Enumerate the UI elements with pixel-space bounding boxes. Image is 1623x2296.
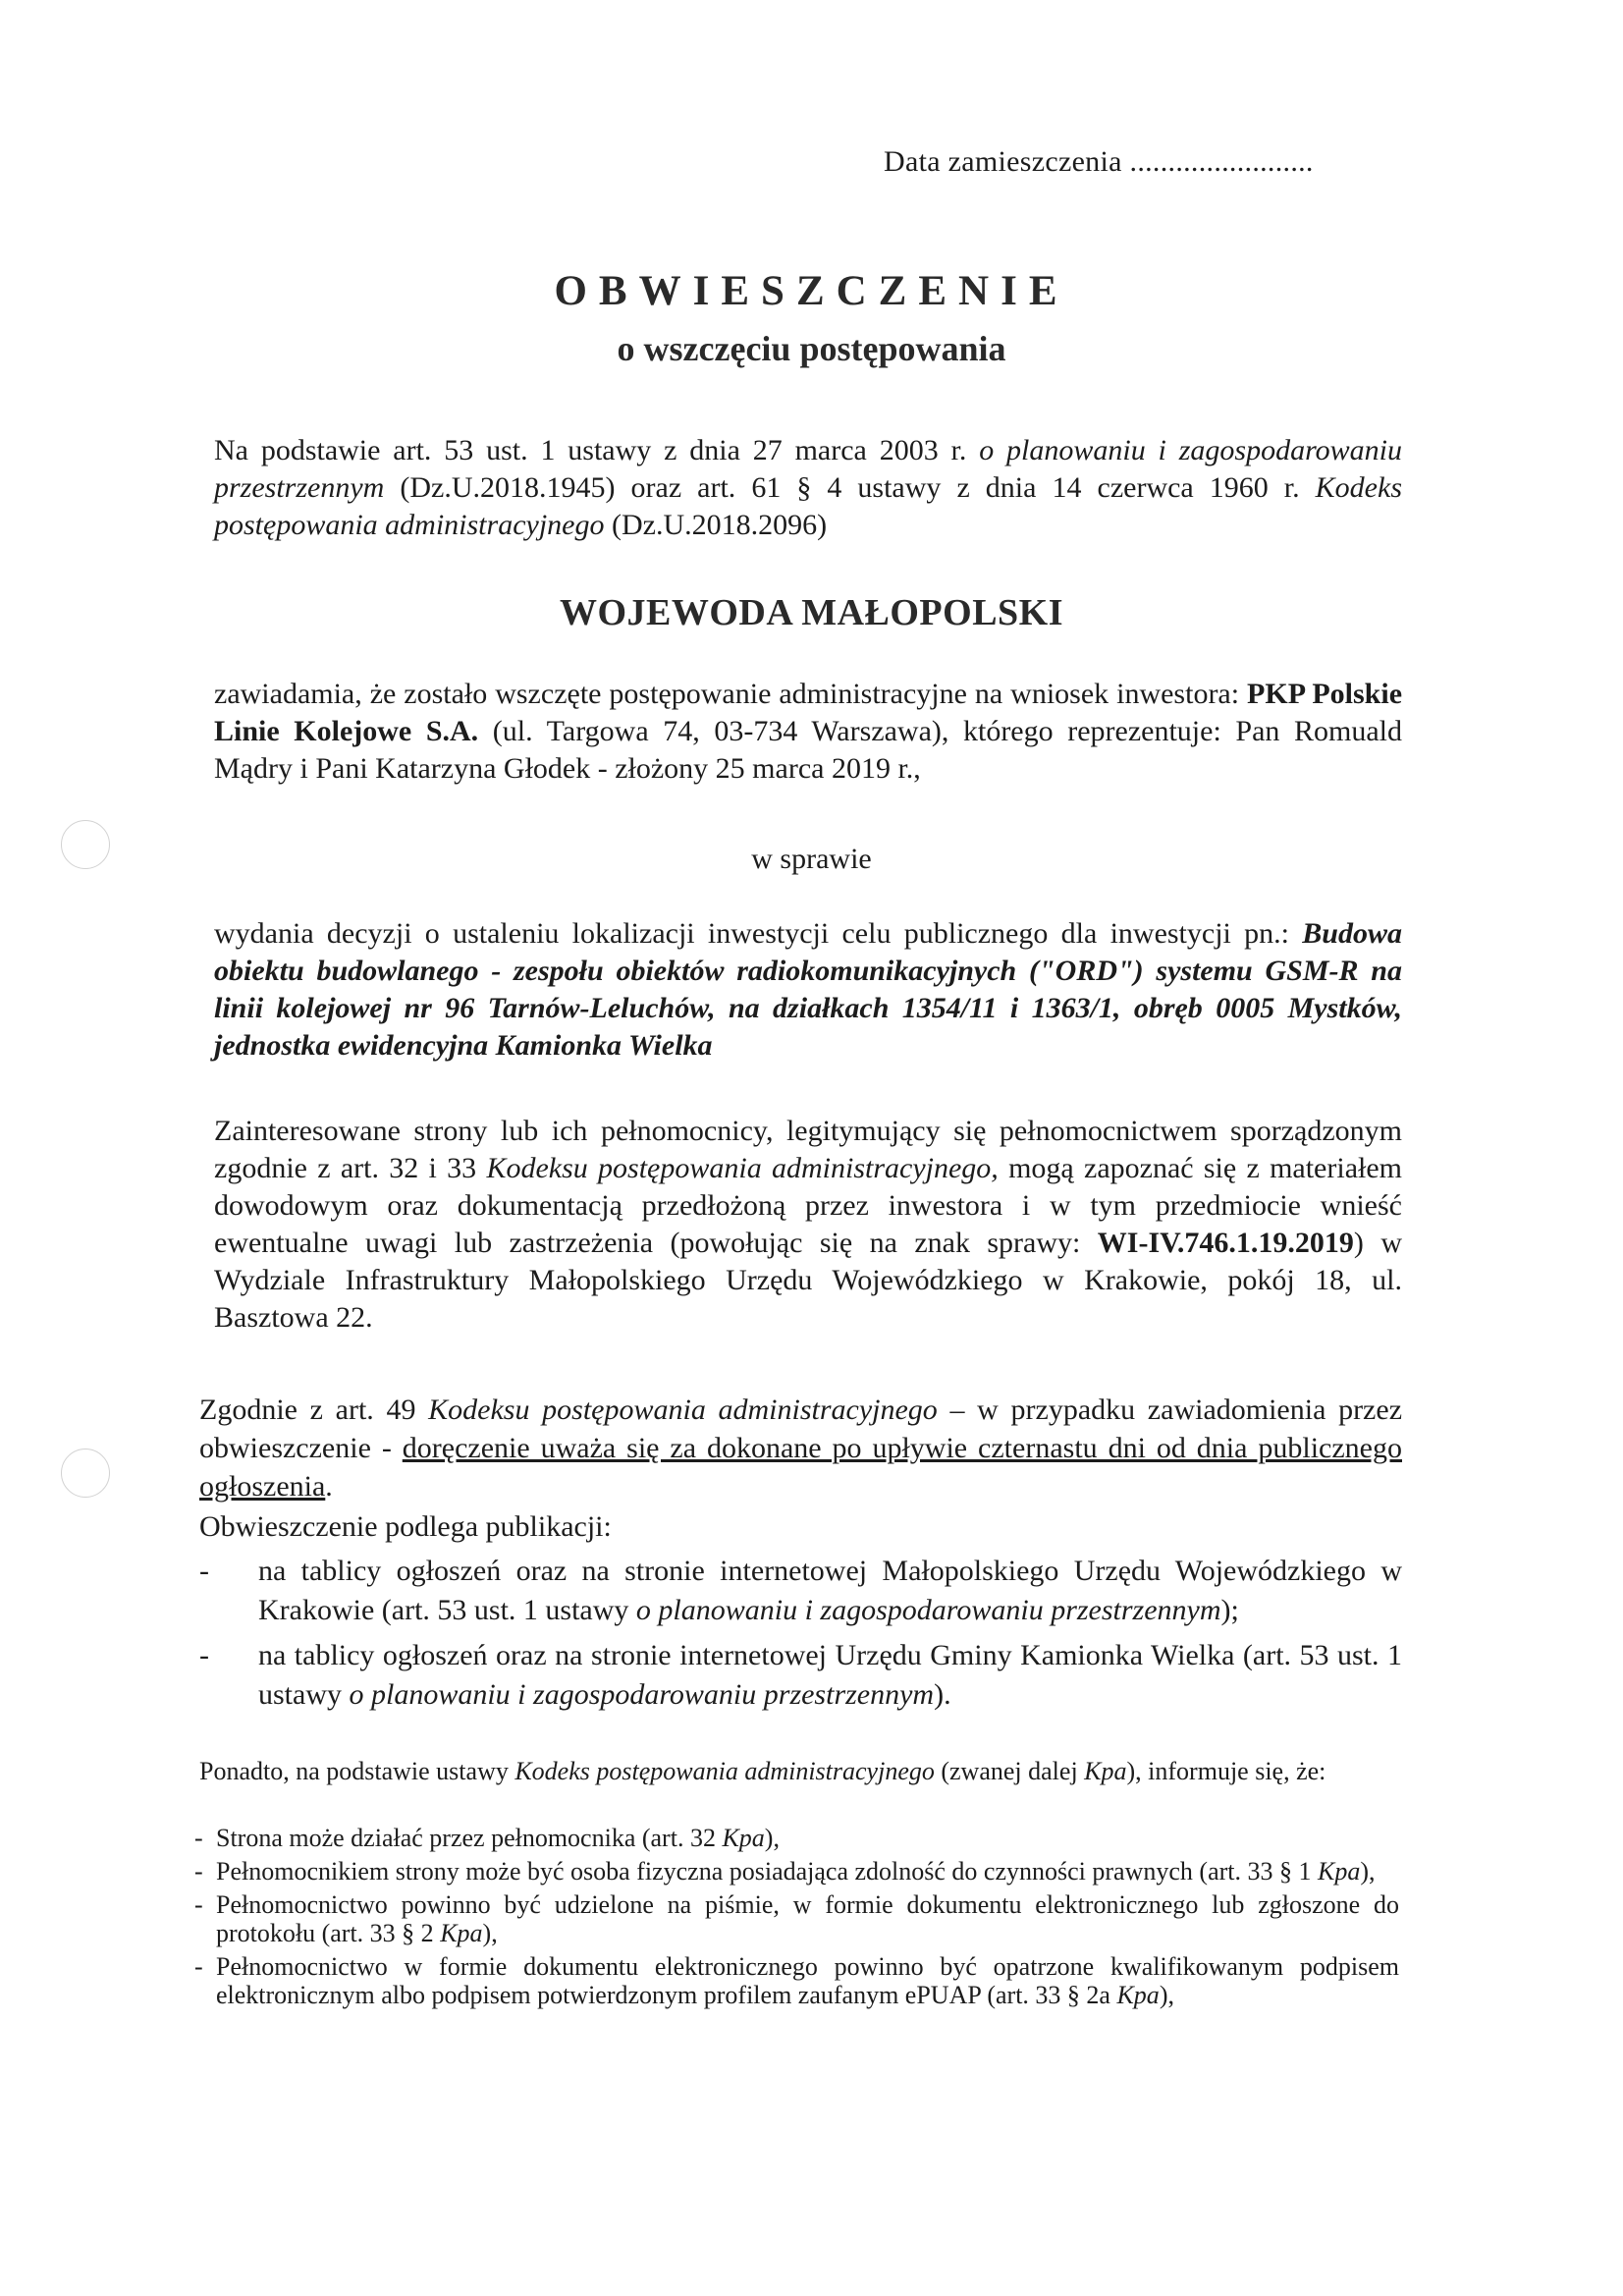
parties-text-1: Zainteresowane strony lub ich pełnomocnicy, legitymujący się pełnomocnictwem sporządzonym zgodnie z art. 32 i 33 (214, 1115, 1402, 1184)
info-item-abbrev: Kpa (722, 1824, 765, 1852)
delivery-text-1: Zgodnie z art. 49 (199, 1394, 429, 1426)
issuing-authority: WOJEWODA MAŁOPOLSKI (559, 592, 1064, 633)
delivery-paragraph (199, 1391, 1402, 1505)
matter-text: wydania decyzji o ustaleniu lokalizacji inwestycji celu publicznego dla inwestycji pn.: (214, 917, 1303, 950)
investor-name: PKP Polskie Linie Kolejowe S.A. (214, 678, 1403, 747)
legal-basis-text-1: Na podstawie art. 53 ust. 1 ustawy z dnia 27 marca 2003 r. (214, 434, 980, 466)
legal-basis-paragraph (214, 432, 1402, 544)
parties-paragraph (214, 1113, 1402, 1337)
publication-item-end: ). (934, 1678, 951, 1711)
document-title: OBWIESZCZENIE (554, 268, 1069, 314)
publication-item-end: ); (1220, 1594, 1239, 1626)
legal-basis-text-3: (Dz.U.2018.2096) (604, 509, 828, 541)
delivery-code-ref: Kodeksu postępowania administracyjnego (428, 1394, 938, 1426)
info-item-end: ), (1360, 1857, 1376, 1886)
info-item-abbrev: Kpa (440, 1919, 483, 1947)
info-item-end: ), (1159, 1981, 1174, 2009)
matter-paragraph (214, 915, 1402, 1065)
notice-text-1: zawiadamia, że zostało wszczęte postępowanie administracyjne na wniosek inwestora: (214, 678, 1248, 710)
publication-list (199, 1552, 1402, 1721)
info-item (194, 1952, 1399, 2009)
list-dash: - (194, 1890, 203, 1919)
info-item-text: Pełnomocnictwo w formie dokumentu elektronicznego powinno być opatrzone kwalifikowanym podpisem elektronicznym albo podpisem potwierdzonym profilem zaufanym ePUAP (art. 33 § 2a (216, 1952, 1399, 2009)
publication-item (199, 1636, 1402, 1715)
notice-paragraph (214, 676, 1402, 788)
publication-item-act: o planowaniu i zagospodarowaniu przestrzennym (349, 1678, 935, 1711)
parties-text-3: ) w Wydziale Infrastruktury Małopolskiego Urzędu Wojewódzkiego w Krakowie, pokój 18, ul. Basztowa 22. (214, 1227, 1402, 1334)
list-dash: - (194, 1952, 203, 1981)
moreover-code-ref: Kodeks postępowania administracyjnego (514, 1757, 935, 1785)
publication-heading: Obwieszczenie podlega publikacji: (199, 1510, 612, 1543)
case-reference-number: WI-IV.746.1.19.2019 (1097, 1227, 1354, 1259)
info-item-abbrev: Kpa (1116, 1981, 1160, 2009)
notice-text-2: (ul. Targowa 74, 03-734 Warszawa), którego reprezentuje: Pan Romuald Mądry i Pani Katarzyna Głodek - złożony 25 marca 2019 r., (214, 715, 1402, 785)
legal-basis-act-1: o planowaniu i zagospodarowaniu przestrzennym (214, 434, 1402, 504)
info-item-end: ), (482, 1919, 498, 1947)
investment-name: Budowa obiektu budowlanego - zespołu obiektów radiokomunikacyjnych ("ORD") systemu GSM-R na linii kolejowej nr 96 Tarnów-Leluchów, na działkach 1354/11 i 1363/1, obręb 0005 Mystków, jednostka ewidencyjna Kamionka Wielka (214, 917, 1402, 1062)
legal-basis-act-2: Kodeks postępowania administracyjnego (214, 471, 1402, 541)
publication-item-act: o planowaniu i zagospodarowaniu przestrzennym (635, 1594, 1221, 1626)
parties-code-ref: Kodeksu postępowania administracyjnego, (486, 1152, 999, 1184)
info-item-text: Pełnomocnikiem strony może być osoba fizyczna posiadająca zdolność do czynności prawnych (art. 33 § 1 (216, 1857, 1318, 1886)
moreover-abbrev: Kpa (1084, 1757, 1127, 1785)
info-item-text: Strona może działać przez pełnomocnika (art. 32 (216, 1824, 723, 1852)
publication-date-line: Data zamieszczenia ........................ (884, 145, 1314, 178)
info-item (194, 1824, 1399, 1852)
moreover-paragraph (199, 1756, 1399, 1787)
moreover-text-1: Ponadto, na podstawie ustawy (199, 1757, 515, 1785)
parties-text-2: mogą zapoznać się z materiałem dowodowym oraz dokumentacją przedłożoną przez inwestora i w tym przedmiocie wnieść ewentualne uwagi lub zastrzeżenia (powołując się na znak sprawy: (214, 1152, 1402, 1259)
moreover-text-2: (zwanej dalej (934, 1757, 1085, 1785)
info-list (194, 1824, 1399, 2014)
info-item-abbrev: Kpa (1318, 1857, 1361, 1886)
matter-label: w sprawie (751, 843, 872, 875)
punch-hole-bottom (61, 1449, 110, 1498)
delivery-text-3: . (325, 1470, 333, 1503)
delivery-rule: doręczenie uważa się za dokonane po upływie czternastu dni od dnia publicznego ogłoszenia (199, 1432, 1402, 1503)
publication-item-text: na tablicy ogłoszeń oraz na stronie internetowej Urzędu Gminy Kamionka Wielka (art. 53 ust. 1 ustawy (258, 1639, 1402, 1711)
legal-basis-text-2: (Dz.U.2018.1945) oraz art. 61 § 4 ustawy z dnia 14 czerwca 1960 r. (384, 471, 1316, 504)
info-item (194, 1890, 1399, 1947)
document-subtitle: o wszczęciu postępowania (617, 329, 1006, 368)
list-dash: - (199, 1639, 209, 1671)
info-item-text: Pełnomocnictwo powinno być udzielone na piśmie, w formie dokumentu elektronicznego lub zgłoszone do protokołu (art. 33 § 2 (216, 1890, 1399, 1947)
publication-item (199, 1552, 1402, 1630)
info-item (194, 1857, 1399, 1886)
list-dash: - (194, 1824, 203, 1852)
list-dash: - (199, 1555, 209, 1587)
moreover-text-3: ), informuje się, że: (1126, 1757, 1326, 1785)
info-item-end: ), (764, 1824, 780, 1852)
delivery-text-2: – w przypadku zawiadomienia przez obwieszczenie - (199, 1394, 1403, 1464)
list-dash: - (194, 1857, 203, 1886)
publication-item-text: na tablicy ogłoszeń oraz na stronie internetowej Małopolskiego Urzędu Wojewódzkiego w Krakowie (art. 53 ust. 1 ustawy (258, 1555, 1402, 1626)
